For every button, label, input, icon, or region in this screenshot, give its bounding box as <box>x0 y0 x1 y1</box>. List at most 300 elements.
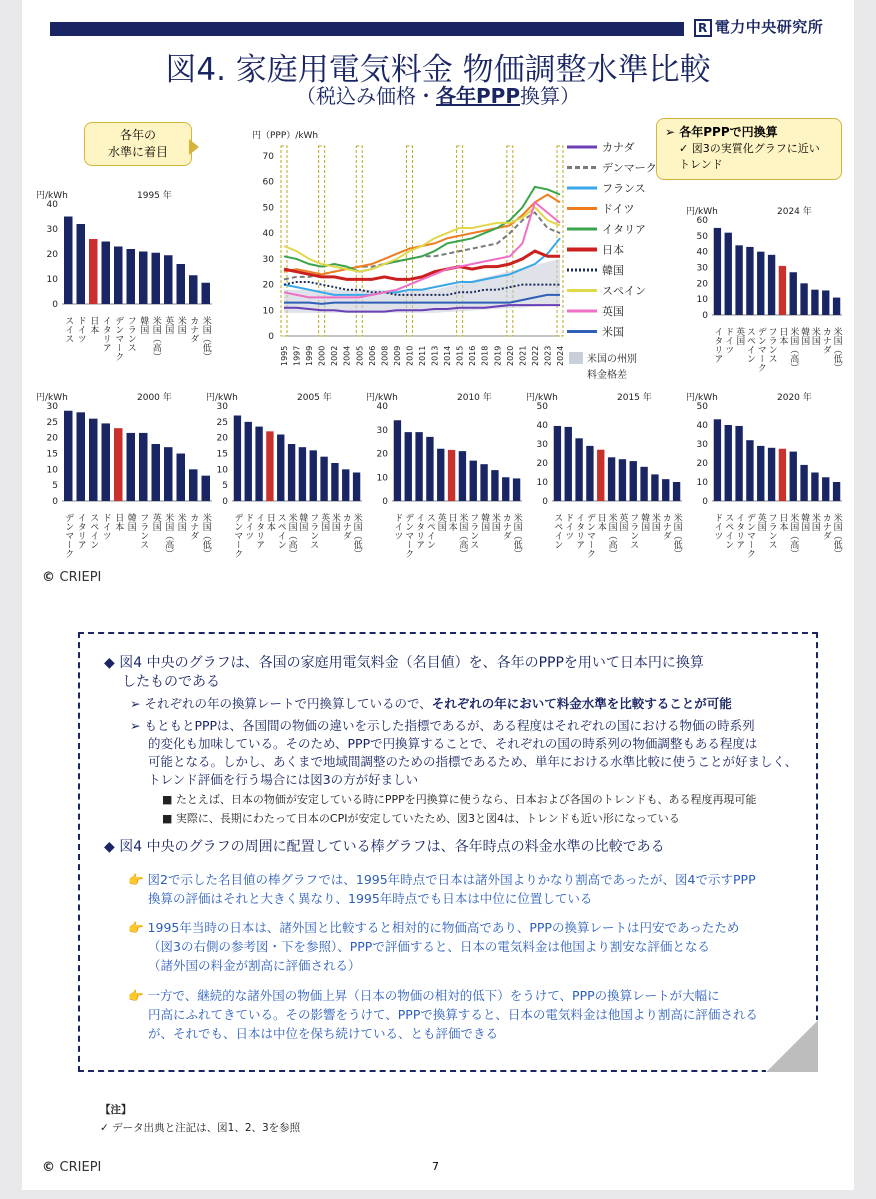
line-chart-tick: 0 <box>268 332 274 342</box>
year-tick: 1997 <box>292 345 302 366</box>
callout-ppp-conversion: ➢ 各年PPPで円換算 ✓ 図3の実質化グラフに近い トレンド <box>656 118 842 180</box>
slide-page <box>22 0 854 1190</box>
bar-米国 <box>651 474 658 501</box>
bar-category-label: 米国 <box>489 513 500 531</box>
bar-カナダ <box>342 469 349 501</box>
bar-category-label: デンマーク <box>113 316 124 361</box>
bar-chart-tick: 20 <box>696 459 708 469</box>
bar-chart-tick: 20 <box>376 449 388 460</box>
bar-米国（高） <box>164 447 173 501</box>
bar-英国 <box>320 457 327 501</box>
bar-フランス <box>630 461 637 501</box>
bar-category-label: ドイツ <box>563 513 574 540</box>
bar-chart-title: 2000 年 <box>137 393 172 403</box>
bar-イタリア <box>735 426 742 501</box>
series-line-ドイツ <box>284 195 560 275</box>
legend-swatch <box>569 352 583 364</box>
year-tick: 2000 <box>317 345 327 366</box>
bar-デンマーク <box>234 416 241 502</box>
bar-category-label: デンマーク <box>63 513 74 558</box>
bar-category-label: ドイツ <box>100 513 111 540</box>
bar-chart-tick: 30 <box>216 402 228 412</box>
bar-category-label: デンマーク <box>232 513 243 558</box>
bar-category-label: フランス <box>138 513 149 549</box>
bar-イタリア <box>255 427 262 501</box>
note-detail-2: ■ 実際に、長期にわたって日本のCPIが安定していたため、図3と図4は、トレンドも近い形になっている <box>162 812 680 825</box>
year-tick: 1999 <box>305 345 315 366</box>
bar-chart-tick: 20 <box>216 433 228 444</box>
bar-ドイツ <box>245 422 252 501</box>
criepi-logo: R 電力中央研究所 <box>694 16 823 37</box>
bar-英国 <box>619 459 626 501</box>
bar-category-label: カナダ <box>500 513 511 540</box>
bar-イタリア <box>714 228 721 315</box>
year-tick: 2004 <box>342 345 352 366</box>
bar-category-label: 日本 <box>777 327 788 345</box>
bar-chart-tick: 15 <box>216 449 228 460</box>
bar-フランス <box>127 249 136 304</box>
bar-chart-tick: 30 <box>376 425 388 436</box>
bar-category-label: イタリア <box>712 327 723 363</box>
bar-chart-tick: 0 <box>702 497 708 507</box>
note-bullet-1: ◆ 図4 中央のグラフは、各国の家庭用電気料金（名目値）を、各年のPPPを用いて日本円に換算 <box>104 655 704 671</box>
year-tick: 2016 <box>468 345 478 366</box>
legend-label: ドイツ <box>602 202 635 216</box>
bar-カナダ <box>662 479 669 501</box>
bar-category-label: フランス <box>468 513 479 549</box>
bar-米国（高） <box>790 452 797 501</box>
line-chart-tick: 30 <box>262 254 274 265</box>
bar-category-label: スペイン <box>744 327 755 363</box>
line-chart-tick: 70 <box>262 152 274 162</box>
bar-category-label: カナダ <box>340 513 351 540</box>
bar-デンマーク <box>64 411 73 501</box>
bar-category-label: イタリア <box>100 316 111 352</box>
page-title: 図4. 家庭用電気料金 物価調整水準比較 <box>165 52 711 88</box>
year-tick: 2021 <box>518 345 528 366</box>
bar-米国（高） <box>608 457 615 501</box>
bar-category-label: 英国 <box>163 316 174 334</box>
bar-日本 <box>779 266 786 315</box>
bar-chart-title: 2015 年 <box>617 393 652 403</box>
bar-category-label: 日本 <box>777 513 788 531</box>
bar-米国（高） <box>288 444 295 501</box>
bar-chart-unit: 円/kWh <box>206 393 238 403</box>
bar-米国（低） <box>202 283 211 304</box>
bar-category-label: スペイン <box>424 513 435 549</box>
bar-米国 <box>331 463 338 501</box>
bar-category-label: スペイン <box>552 513 563 549</box>
year-tick: 2018 <box>480 345 490 366</box>
bar-category-label: スペイン <box>88 513 99 549</box>
bar-デンマーク <box>757 252 764 315</box>
bar-category-label: 米国（低） <box>511 513 522 558</box>
bar-chart-tick: 20 <box>46 250 58 260</box>
bar-category-label: フランス <box>766 327 777 363</box>
page-number: 7 <box>432 1160 439 1173</box>
year-tick: 2015 <box>455 345 465 366</box>
bar-category-label: 米国（低） <box>831 327 842 372</box>
bar-chart-tick: 0 <box>52 300 58 310</box>
bar-韓国 <box>299 447 306 501</box>
year-tick: 2002 <box>330 345 340 366</box>
year-tick: 2011 <box>418 345 427 366</box>
bar-フランス <box>310 450 317 501</box>
legend-label: イタリア <box>602 223 646 236</box>
bar-chart-title: 2024 年 <box>777 207 812 217</box>
bar-category-label: スペイン <box>275 513 286 549</box>
bar-chart-tick: 10 <box>696 295 708 306</box>
bar-category-label: 米国 <box>809 513 820 531</box>
year-tick: 2014 <box>443 345 453 366</box>
note-bullet-2: ◆ 図4 中央のグラフの周囲に配置している棒グラフは、各年時点の料金水準の比較である <box>104 839 665 855</box>
bar-イタリア <box>415 432 422 501</box>
bar-category-label: 米国（低） <box>200 513 211 558</box>
bar-category-label: カナダ <box>820 327 831 354</box>
bar-category-label: ドイツ <box>392 513 403 540</box>
bar-category-label: 日本 <box>113 513 124 531</box>
bar-category-label: フランス <box>766 513 777 549</box>
bar-category-label: カナダ <box>820 513 831 540</box>
bar-chart-unit: 円/kWh <box>366 393 398 403</box>
bar-category-label: 英国 <box>617 513 628 531</box>
bar-chart-tick: 10 <box>46 275 58 285</box>
note-point-2c: （諸外国の料金が割高に評価される） <box>148 958 361 973</box>
bar-chart-tick: 30 <box>46 225 58 235</box>
bar-米国（低） <box>833 298 840 315</box>
bar-カナダ <box>189 469 198 501</box>
bar-韓国 <box>800 465 807 501</box>
bar-category-label: 米国（高） <box>286 513 297 558</box>
year-tick: 2022 <box>530 345 540 366</box>
bar-ドイツ <box>394 420 401 501</box>
bar-category-label: 米国（低） <box>671 513 682 558</box>
bar-chart-tick: 40 <box>46 200 58 210</box>
bar-イタリア <box>102 242 111 305</box>
year-tick: 2010 <box>405 345 415 366</box>
bar-chart-tick: 10 <box>536 478 548 488</box>
note-point-2b: （図3の右側の参考図・下を参照）、PPPで評価すると、日本の電気料金は他国より割安な評価となる <box>148 939 710 954</box>
bar-category-label: 英国 <box>435 513 446 531</box>
bar-category-label: ドイツ <box>723 327 734 354</box>
bar-米国 <box>811 473 818 502</box>
legend-label: 日本 <box>602 243 624 257</box>
bar-chart-tick: 50 <box>536 402 548 412</box>
line-chart-tick: 20 <box>262 280 274 291</box>
bar-category-label: 米国 <box>809 327 820 345</box>
bar-category-label: フランス <box>628 513 639 549</box>
note-sub-1: ➢ それぞれの年の換算レートで円換算しているので、それぞれの年において料金水準を比較することが可能 <box>130 696 732 711</box>
bar-米国 <box>177 454 186 502</box>
bar-ドイツ <box>725 233 732 315</box>
note-sub-2c: 可能となる。しかし、あくまで地域間調整のための指標であるため、単年における水準比較に使うことが好ましく、 <box>148 754 798 769</box>
charts-area <box>22 0 854 580</box>
line-chart-unit: 円（PPP）/kWh <box>252 131 319 141</box>
bar-category-label: 米国 <box>175 513 186 531</box>
bar-chart-tick: 40 <box>696 421 708 431</box>
year-tick: 2009 <box>392 345 402 366</box>
bar-デンマーク <box>405 432 412 501</box>
bar-米国 <box>491 470 498 501</box>
bar-category-label: 米国（低） <box>351 513 362 558</box>
bar-chart-tick: 5 <box>222 481 228 492</box>
bar-category-label: スイス <box>63 316 74 343</box>
bar-日本 <box>89 239 98 304</box>
bar-chart-tick: 0 <box>702 311 708 321</box>
bar-スペイン <box>725 425 732 501</box>
bar-category-label: 米国 <box>649 513 660 531</box>
bar-カナダ <box>189 275 198 304</box>
bar-イタリア <box>575 438 582 501</box>
bar-category-label: デンマーク <box>744 513 755 558</box>
line-chart-tick: 50 <box>262 203 274 214</box>
bar-chart-tick: 10 <box>216 465 228 476</box>
bar-英国 <box>152 444 161 501</box>
bar-category-label: 韓国 <box>125 513 136 531</box>
bar-chart-tick: 10 <box>376 473 388 484</box>
note-sub-2b: 的変化も加味している。そのため、PPPで円換算することで、それぞれの国の時系列の物価調整もある程度は <box>148 736 758 751</box>
bar-category-label: 米国（低） <box>831 513 842 558</box>
bar-category-label: 日本 <box>595 513 606 531</box>
bar-韓国 <box>139 252 148 305</box>
copyright-footer: © CRIEPI <box>42 1160 102 1175</box>
bar-chart-tick: 50 <box>696 231 708 242</box>
bar-category-label: 米国（高） <box>788 513 799 558</box>
bar-chart-tick: 20 <box>536 459 548 469</box>
legend-label: フランス <box>602 182 646 195</box>
legend-label: 韓国 <box>602 264 624 277</box>
bar-ドイツ <box>714 419 721 501</box>
bar-chart-title: 1995 年 <box>137 191 172 201</box>
bar-chart-tick: 0 <box>52 497 58 507</box>
note-bullet-1-cont: したものである <box>122 674 220 690</box>
bar-米国（低） <box>673 482 680 501</box>
bar-chart-tick: 10 <box>696 478 708 488</box>
bar-ドイツ <box>565 427 572 501</box>
legend-label: スペイン <box>602 284 646 298</box>
legend-label: デンマーク <box>602 161 657 175</box>
bar-chart-tick: 20 <box>46 433 58 444</box>
bar-日本 <box>597 450 604 501</box>
note-sub-2a: ➢ もともとPPPは、各国間の物価の違いを示した指標であるが、ある程度はそれぞれの国における物価の時系列 <box>130 718 755 733</box>
year-tick: 2005 <box>355 345 365 366</box>
bar-category-label: 韓国 <box>479 513 490 531</box>
bar-category-label: カナダ <box>660 513 671 540</box>
note-sub-2d: トレンド評価を行う場合には図3の方が好ましい <box>148 772 419 787</box>
bar-chart-tick: 40 <box>536 421 548 431</box>
note-point-2a: 👉 1995年当時の日本は、諸外国と比較すると相対的に物価高であり、PPPの換算レートは円安であったため <box>128 920 740 935</box>
bar-米国（高） <box>459 451 466 501</box>
bar-chart-tick: 40 <box>376 402 388 412</box>
bar-デンマーク <box>114 247 123 305</box>
bar-category-label: イタリア <box>254 513 265 549</box>
bar-chart-tick: 30 <box>46 402 58 412</box>
bar-デンマーク <box>586 446 593 501</box>
bar-フランス <box>139 433 148 501</box>
bar-カナダ <box>822 290 829 315</box>
legend-label: カナダ <box>602 141 635 154</box>
bar-category-label: イタリア <box>414 513 425 549</box>
bar-米国 <box>177 264 186 304</box>
line-chart-tick: 10 <box>262 306 274 317</box>
line-chart-tick: 40 <box>262 229 274 240</box>
bar-category-label: 韓国 <box>799 327 810 345</box>
bar-category-label: 米国 <box>329 513 340 531</box>
bar-米国（低） <box>202 476 211 501</box>
bar-韓国 <box>640 467 647 501</box>
note-point-3c: が、それでも、日本は中位を保ち続けている、とも評価できる <box>148 1026 499 1041</box>
bar-英国 <box>757 446 764 501</box>
year-tick: 2019 <box>493 345 503 366</box>
bar-category-label: 韓国 <box>297 513 308 531</box>
bar-chart-tick: 60 <box>696 216 708 226</box>
legend-label: 英国 <box>602 305 624 318</box>
bar-米国（高） <box>152 253 161 304</box>
bar-日本 <box>114 428 123 501</box>
footnote-heading: 【注】 <box>100 1104 132 1116</box>
bar-category-label: 英国 <box>755 513 766 531</box>
bar-category-label: イタリア <box>75 513 86 549</box>
bar-category-label: 英国 <box>319 513 330 531</box>
bar-chart-title: 2010 年 <box>457 393 492 403</box>
bar-英国 <box>735 245 742 315</box>
bar-イタリア <box>77 412 86 501</box>
bar-スペイン <box>277 435 284 502</box>
bar-category-label: カナダ <box>188 316 199 343</box>
bar-chart-tick: 15 <box>46 449 58 460</box>
bar-日本 <box>448 450 455 501</box>
note-point-1b: 換算の評価はそれと大きく異なり、1995年時点でも日本は中位に位置している <box>148 891 593 906</box>
bar-カナダ <box>822 477 829 501</box>
bar-chart-unit: 円/kWh <box>686 207 718 217</box>
bar-category-label: デンマーク <box>403 513 414 558</box>
bar-chart-tick: 0 <box>542 497 548 507</box>
bar-category-label: 韓国 <box>799 513 810 531</box>
bar-category-label: 英国 <box>150 513 161 531</box>
bar-chart-tick: 30 <box>696 440 708 450</box>
year-tick: 2023 <box>543 345 553 366</box>
bar-category-label: ドイツ <box>243 513 254 540</box>
bar-米国（低） <box>833 482 840 501</box>
page-fold-icon <box>766 1020 818 1072</box>
year-tick: 2020 <box>505 345 515 366</box>
bar-日本 <box>779 449 786 501</box>
note-point-3b: 円高にふれてきている。その影響をうけて、PPPで換算すると、日本の電気料金は他国より割高に評価される <box>148 1007 758 1022</box>
bar-category-label: 米国（高） <box>150 316 161 361</box>
bar-category-label: 米国（高） <box>457 513 468 558</box>
note-point-3a: 👉 一方で、継続的な諸外国の物価上昇（日本の物価の相対的低下）をうけて、PPPの換算レートが大幅に <box>128 988 720 1003</box>
bar-category-label: イタリア <box>734 513 745 549</box>
year-tick: 2013 <box>430 345 440 366</box>
legend-label: 料金格差 <box>587 370 627 381</box>
bar-韓国 <box>127 433 136 501</box>
bar-ドイツ <box>102 423 111 501</box>
bar-chart-unit: 円/kWh <box>526 393 558 403</box>
bar-米国（高） <box>790 272 797 315</box>
bar-chart-tick: 30 <box>536 440 548 450</box>
line-chart-tick: 60 <box>262 177 274 188</box>
bar-chart-tick: 0 <box>382 497 388 507</box>
bar-chart-tick: 0 <box>222 497 228 507</box>
bar-chart-tick: 25 <box>46 417 58 428</box>
bar-category-label: デンマーク <box>755 327 766 372</box>
bar-スペイン <box>426 437 433 501</box>
bar-デンマーク <box>746 440 753 501</box>
page-subtitle: （税込み価格・各年PPP換算） <box>296 84 580 108</box>
bar-フランス <box>470 461 477 501</box>
callout-yearly-level: 各年の 水準に着目 <box>84 122 192 166</box>
note-point-1a: 👉 図2で示した名目値の棒グラフでは、1995年時点で日本は諸外国よりかなり割高であったが、図4で示すPPP <box>128 872 756 887</box>
bar-日本 <box>266 431 273 501</box>
bar-米国 <box>811 290 818 315</box>
bar-category-label: ドイツ <box>712 513 723 540</box>
bar-category-label: フランス <box>308 513 319 549</box>
bar-chart-tick: 20 <box>696 279 708 290</box>
bar-chart-tick: 40 <box>696 247 708 258</box>
bar-chart-title: 2020 年 <box>777 393 812 403</box>
bar-chart-tick: 25 <box>216 417 228 428</box>
bar-韓国 <box>800 283 807 315</box>
year-tick: 2008 <box>380 345 390 366</box>
bar-chart-tick: 50 <box>696 402 708 412</box>
year-tick: 2006 <box>367 345 377 366</box>
bar-category-label: 英国 <box>734 327 745 345</box>
bar-category-label: デンマーク <box>584 513 595 558</box>
bar-スペイン <box>554 426 561 501</box>
bar-category-label: 米国（高） <box>606 513 617 558</box>
bar-category-label: フランス <box>125 316 136 352</box>
bar-米国（低） <box>353 473 360 502</box>
bar-category-label: 米国（高） <box>163 513 174 558</box>
bar-英国 <box>437 449 444 501</box>
legend-label: 米国 <box>602 325 624 339</box>
bar-chart-title: 2005 年 <box>297 393 332 403</box>
bar-category-label: カナダ <box>188 513 199 540</box>
bar-category-label: 日本 <box>88 316 99 334</box>
year-tick: 1995 <box>280 345 289 366</box>
legend-label: 米国の州別 <box>587 354 637 365</box>
bar-category-label: 米国（高） <box>788 327 799 372</box>
bar-スイス <box>64 217 73 305</box>
bar-category-label: スペイン <box>723 513 734 549</box>
bar-英国 <box>164 255 173 304</box>
bar-フランス <box>768 448 775 501</box>
bar-chart-unit: 円/kWh <box>36 191 68 201</box>
bar-chart-unit: 円/kWh <box>686 393 718 403</box>
bar-スペイン <box>746 247 753 315</box>
bar-スペイン <box>89 419 98 501</box>
bar-米国（低） <box>513 478 520 501</box>
bar-category-label: 米国 <box>175 316 186 334</box>
bar-フランス <box>768 255 775 315</box>
bar-category-label: 日本 <box>264 513 275 531</box>
note-detail-1: ■ たとえば、日本の物価が安定している時にPPPを円換算に使うなら、日本および各国のトレンドも、ある程度再現可能 <box>162 793 757 806</box>
bar-chart-tick: 10 <box>46 465 58 476</box>
bar-chart-unit: 円/kWh <box>36 393 68 403</box>
bar-chart-tick: 30 <box>696 263 708 274</box>
bar-ドイツ <box>77 224 86 304</box>
bar-カナダ <box>502 477 509 501</box>
bar-韓国 <box>480 464 487 501</box>
bar-category-label: 韓国 <box>138 316 149 334</box>
bar-category-label: 日本 <box>446 513 457 531</box>
footnote-text: ✓ データ出典と注記は、図1、2、3を参照 <box>100 1122 301 1134</box>
year-tick: 2024 <box>556 345 565 366</box>
bar-category-label: イタリア <box>574 513 585 549</box>
copyright: © CRIEPI <box>42 570 102 585</box>
bar-category-label: 韓国 <box>639 513 650 531</box>
bar-category-label: ドイツ <box>75 316 86 343</box>
